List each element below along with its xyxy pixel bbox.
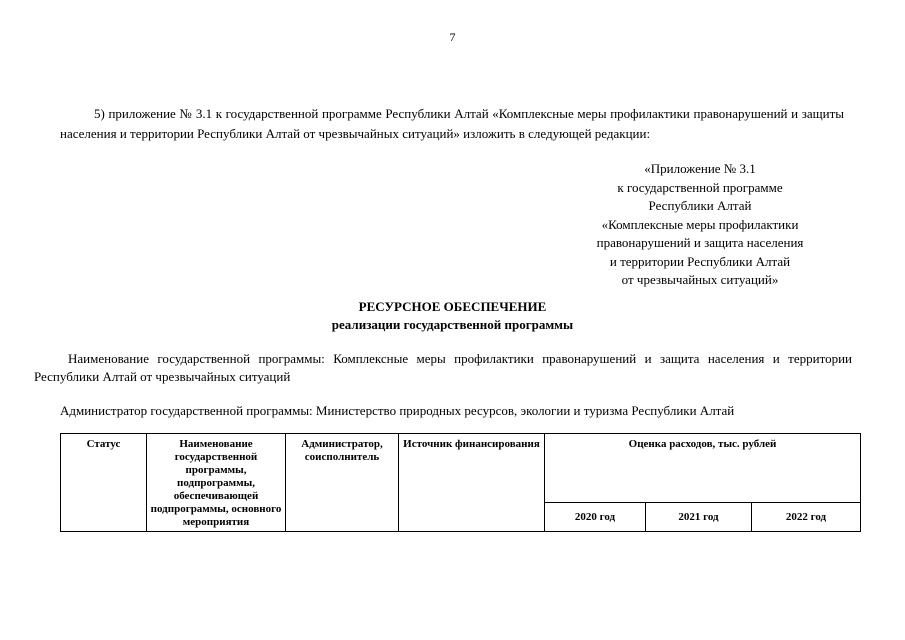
annex-header: [560, 160, 840, 290]
amendment-paragraph: 5) приложение № 3.1 к государственной программе Республики Алтай «Комплексные меры профилактики правонарушений и защиты населения и территории Республики Алтай от чрезвычайных ситуаций» изложить в следующей редакции:: [60, 106, 844, 141]
header-year-2022: 2022 год: [752, 503, 861, 532]
section-heading: [0, 298, 905, 333]
annex-line: и территории Республики Алтай: [609, 253, 791, 269]
annex-line: к государственной программе: [617, 179, 783, 195]
header-status: Статус: [61, 434, 147, 532]
header-funding-source: Источник финансирования: [399, 434, 545, 532]
program-administrator-line: Администратор государственной программы: Министерство природных ресурсов, экологии и туризма Республики Алтай: [60, 403, 735, 418]
annex-line: «Приложение № 3.1: [644, 161, 756, 176]
header-year-2020: 2020 год: [545, 503, 646, 532]
program-name-line: Наименование государственной программы: Комплексные меры профилактики правонарушений и защита населения и территории Республики Алтай от чрезвычайных ситуаций: [34, 351, 852, 384]
annex-line: «Комплексные меры профилактики: [601, 216, 799, 232]
annex-line: от чрезвычайных ситуаций»: [621, 272, 779, 287]
page-number: 7: [449, 30, 456, 44]
header-year-2021: 2021 год: [646, 503, 752, 532]
annex-line: правонарушений и защита населения: [596, 235, 804, 250]
heading-subtitle: реализации государственной программы: [331, 316, 574, 332]
heading-title: РЕСУРСНОЕ ОБЕСПЕЧЕНИЕ: [358, 299, 547, 314]
header-program-name: Наименование государственной программы, подпрограммы, обеспечивающей подпрограммы, основного мероприятия: [147, 434, 286, 532]
resource-table: [60, 433, 861, 532]
annex-line: Республики Алтай: [648, 198, 752, 213]
header-expense-estimate: Оценка расходов, тыс. рублей: [545, 434, 861, 503]
header-administrator: Администратор, соисполнитель: [286, 434, 399, 532]
